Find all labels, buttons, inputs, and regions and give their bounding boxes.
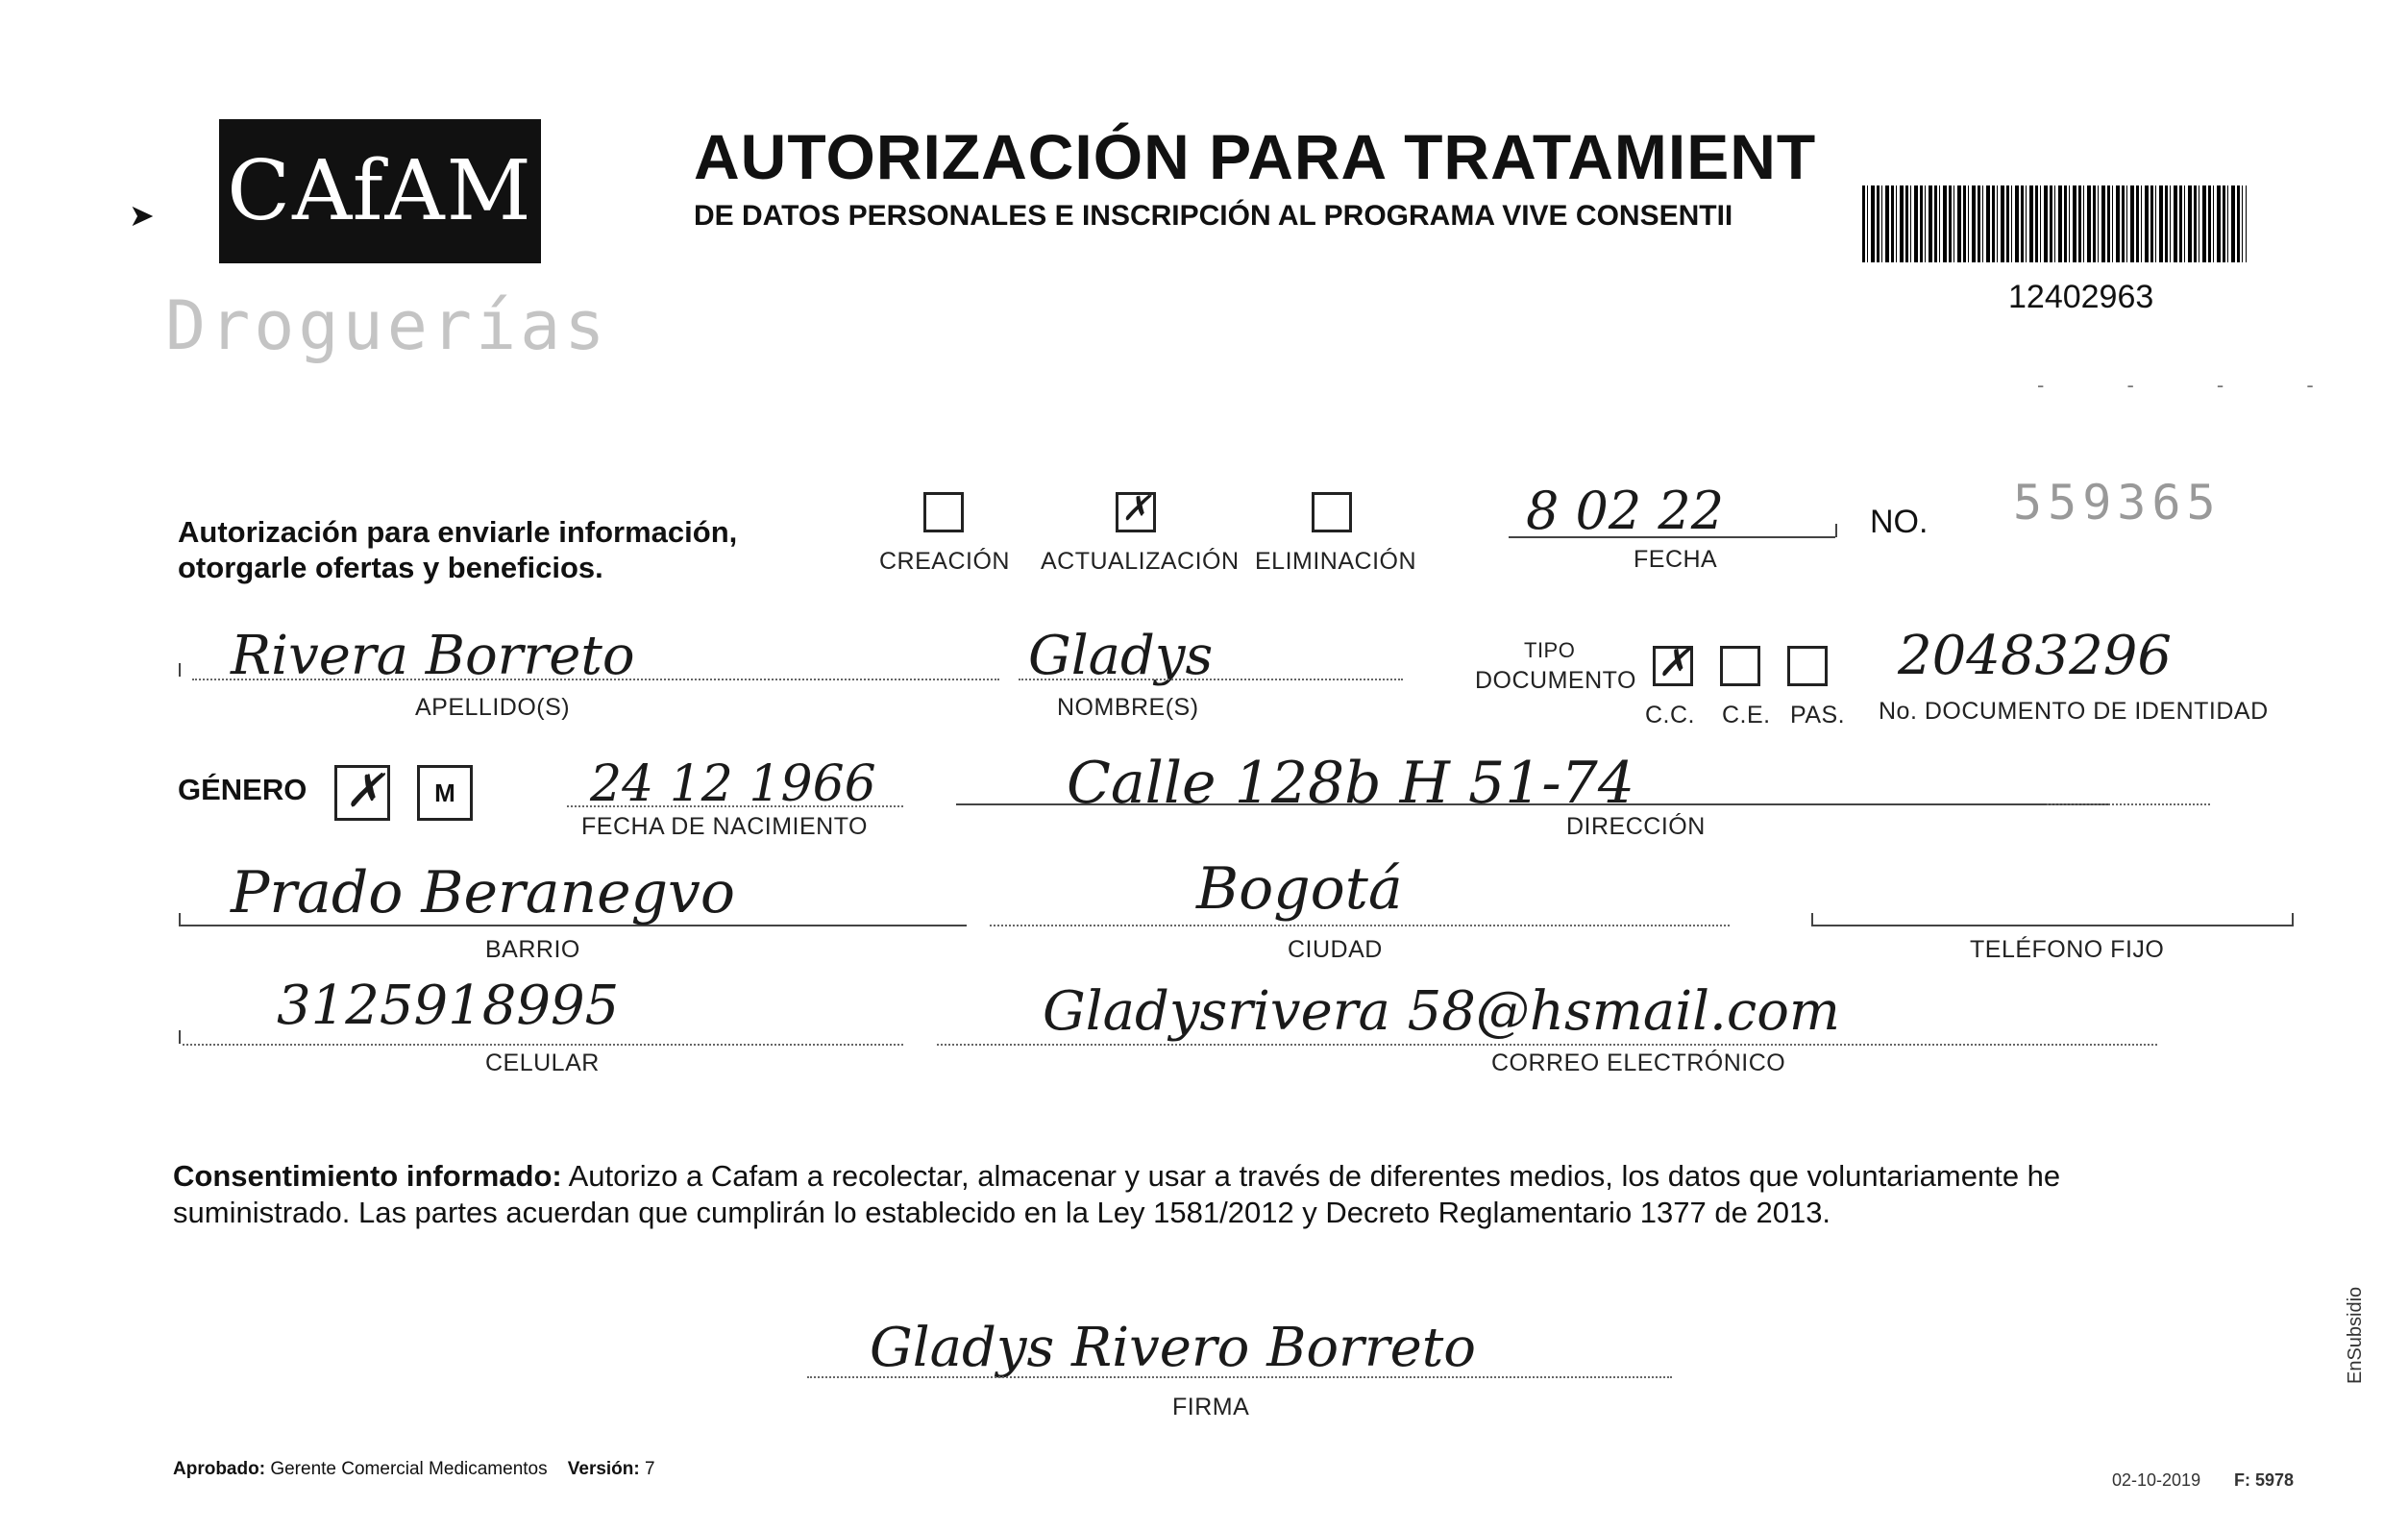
authorization-text-1: Autorización para enviarle información, — [178, 515, 738, 549]
telefono-line — [1811, 925, 2292, 926]
telefono-label: TELÉFONO FIJO — [1970, 936, 2165, 963]
consent-text-1: Autorizo a Cafam a recolectar, almacenar y usar a través de diferentes medios, los datos que voluntariamente he — [568, 1159, 2061, 1193]
nombres-value[interactable]: Gladys — [1028, 625, 1214, 687]
creacion-label: CREACIÓN — [879, 548, 1010, 575]
barrio-value[interactable]: Prado Beranegvo — [231, 859, 736, 926]
correo-label: CORREO ELECTRÓNICO — [1491, 1049, 1786, 1076]
apellidos-value[interactable]: Rivera Borreto — [231, 625, 635, 687]
no-label: NO. — [1870, 504, 1929, 540]
form-subtitle: DE DATOS PERSONALES E INSCRIPCIÓN AL PROGRAMA VIVE CONSENTII — [694, 200, 1733, 232]
eliminacion-checkbox[interactable] — [1312, 492, 1352, 532]
footer-date: 02-10-2019 — [2112, 1470, 2201, 1490]
nombres-line — [1019, 679, 1403, 680]
genero-f-checkbox[interactable] — [334, 765, 390, 821]
barrio-label: BARRIO — [485, 936, 580, 963]
aprobado-value: Gerente Comercial Medicamentos — [270, 1459, 548, 1479]
celular-line — [183, 1044, 903, 1046]
logo-subtitle: Droguerías — [165, 286, 609, 365]
genero-label: GÉNERO — [178, 773, 307, 806]
form-title: AUTORIZACIÓN PARA TRATAMIENT — [694, 121, 1817, 192]
footer-approval — [173, 1459, 655, 1480]
ce-label: C.E. — [1722, 702, 1771, 728]
tipo-label: TIPO — [1524, 638, 1576, 662]
apellidos-label: APELLIDO(S) — [415, 694, 571, 721]
consent-heading: Consentimiento informado: — [173, 1159, 562, 1193]
actualizacion-checkbox[interactable] — [1116, 489, 1156, 532]
creacion-checkbox[interactable] — [923, 492, 964, 532]
telefono-line-tick-right — [2292, 913, 2294, 926]
row1-start-tick — [179, 663, 181, 677]
bullet-mark: ➤ — [129, 198, 155, 233]
pas-checkbox[interactable] — [1787, 646, 1828, 686]
barrio-line-tick — [179, 913, 181, 926]
ce-checkbox[interactable] — [1720, 646, 1760, 686]
celular-line-tick — [179, 1030, 181, 1044]
direccion-label: DIRECCIÓN — [1566, 813, 1706, 840]
ciudad-value[interactable]: Bogotá — [1196, 855, 1403, 923]
correo-value[interactable]: Gladysrivera 58@hsmail.com — [1043, 980, 1841, 1043]
fecha-value[interactable]: 8 02 22 — [1526, 481, 1725, 541]
cafam-logo — [219, 119, 541, 263]
logo-text: CAfAM — [227, 143, 533, 239]
cc-label: C.C. — [1645, 702, 1695, 728]
fecha-label: FECHA — [1634, 546, 1718, 573]
fecha-line — [1509, 536, 1835, 538]
cc-mark: ✗ — [1658, 641, 1690, 685]
doc-number-value[interactable]: 20483296 — [1898, 625, 2173, 687]
nacimiento-value[interactable]: 24 12 1966 — [590, 755, 876, 813]
celular-value[interactable]: 3125918995 — [277, 975, 620, 1037]
correo-line — [937, 1044, 2157, 1046]
cc-checkbox[interactable] — [1653, 641, 1693, 686]
signature-line — [807, 1376, 1672, 1378]
actualizacion-mark: ✗ — [1121, 489, 1151, 529]
direccion-extra-line — [2047, 803, 2210, 805]
telefono-line-tick-left — [1811, 913, 1813, 926]
celular-label: CELULAR — [485, 1049, 600, 1076]
barcode — [1862, 185, 2247, 262]
side-vertical-text: EnSubsidio — [2345, 1286, 2366, 1384]
signature-value[interactable]: Gladys Rivero Borreto — [870, 1317, 1476, 1379]
ciudad-label: CIUDAD — [1288, 936, 1383, 963]
fecha-line-tick — [1835, 524, 1837, 537]
nacimiento-label: FECHA DE NACIMIENTO — [581, 813, 868, 840]
documento-label: DOCUMENTO — [1475, 667, 1636, 694]
genero-f-mark: ✗ — [345, 764, 384, 818]
consent-paragraph-1 — [173, 1159, 2060, 1194]
version-label: Versión: — [567, 1459, 640, 1479]
pas-label: PAS. — [1790, 702, 1846, 728]
barcode-number: 12402963 — [2008, 279, 2154, 315]
doc-number-label: No. DOCUMENTO DE IDENTIDAD — [1879, 698, 2269, 725]
nacimiento-line — [567, 805, 903, 807]
actualizacion-label: ACTUALIZACIÓN — [1041, 548, 1240, 575]
direccion-line — [956, 803, 2109, 805]
direccion-value[interactable]: Calle 128b H 51-74 — [1067, 750, 1635, 817]
scan-dots: - - - - — [2037, 373, 2352, 397]
footer-form-code: F: 5978 — [2234, 1470, 2295, 1490]
apellidos-line — [192, 679, 999, 680]
ciudad-line — [990, 925, 1730, 926]
version-value: 7 — [645, 1459, 655, 1479]
authorization-text-2: otorgarle ofertas y beneficios. — [178, 551, 603, 584]
genero-m-checkbox[interactable] — [417, 765, 473, 821]
signature-label: FIRMA — [1172, 1394, 1250, 1420]
nombres-label: NOMBRE(S) — [1057, 694, 1199, 721]
no-value: 559365 — [2013, 475, 2222, 531]
eliminacion-label: ELIMINACIÓN — [1255, 548, 1417, 575]
genero-m-label: M — [434, 778, 455, 807]
aprobado-label: Aprobado: — [173, 1459, 266, 1479]
consent-text-2: suministrado. Las partes acuerdan que cumplirán lo establecido en la Ley 1581/2012 y Decreto Reglamentario 1377 de 2013. — [173, 1196, 1831, 1229]
